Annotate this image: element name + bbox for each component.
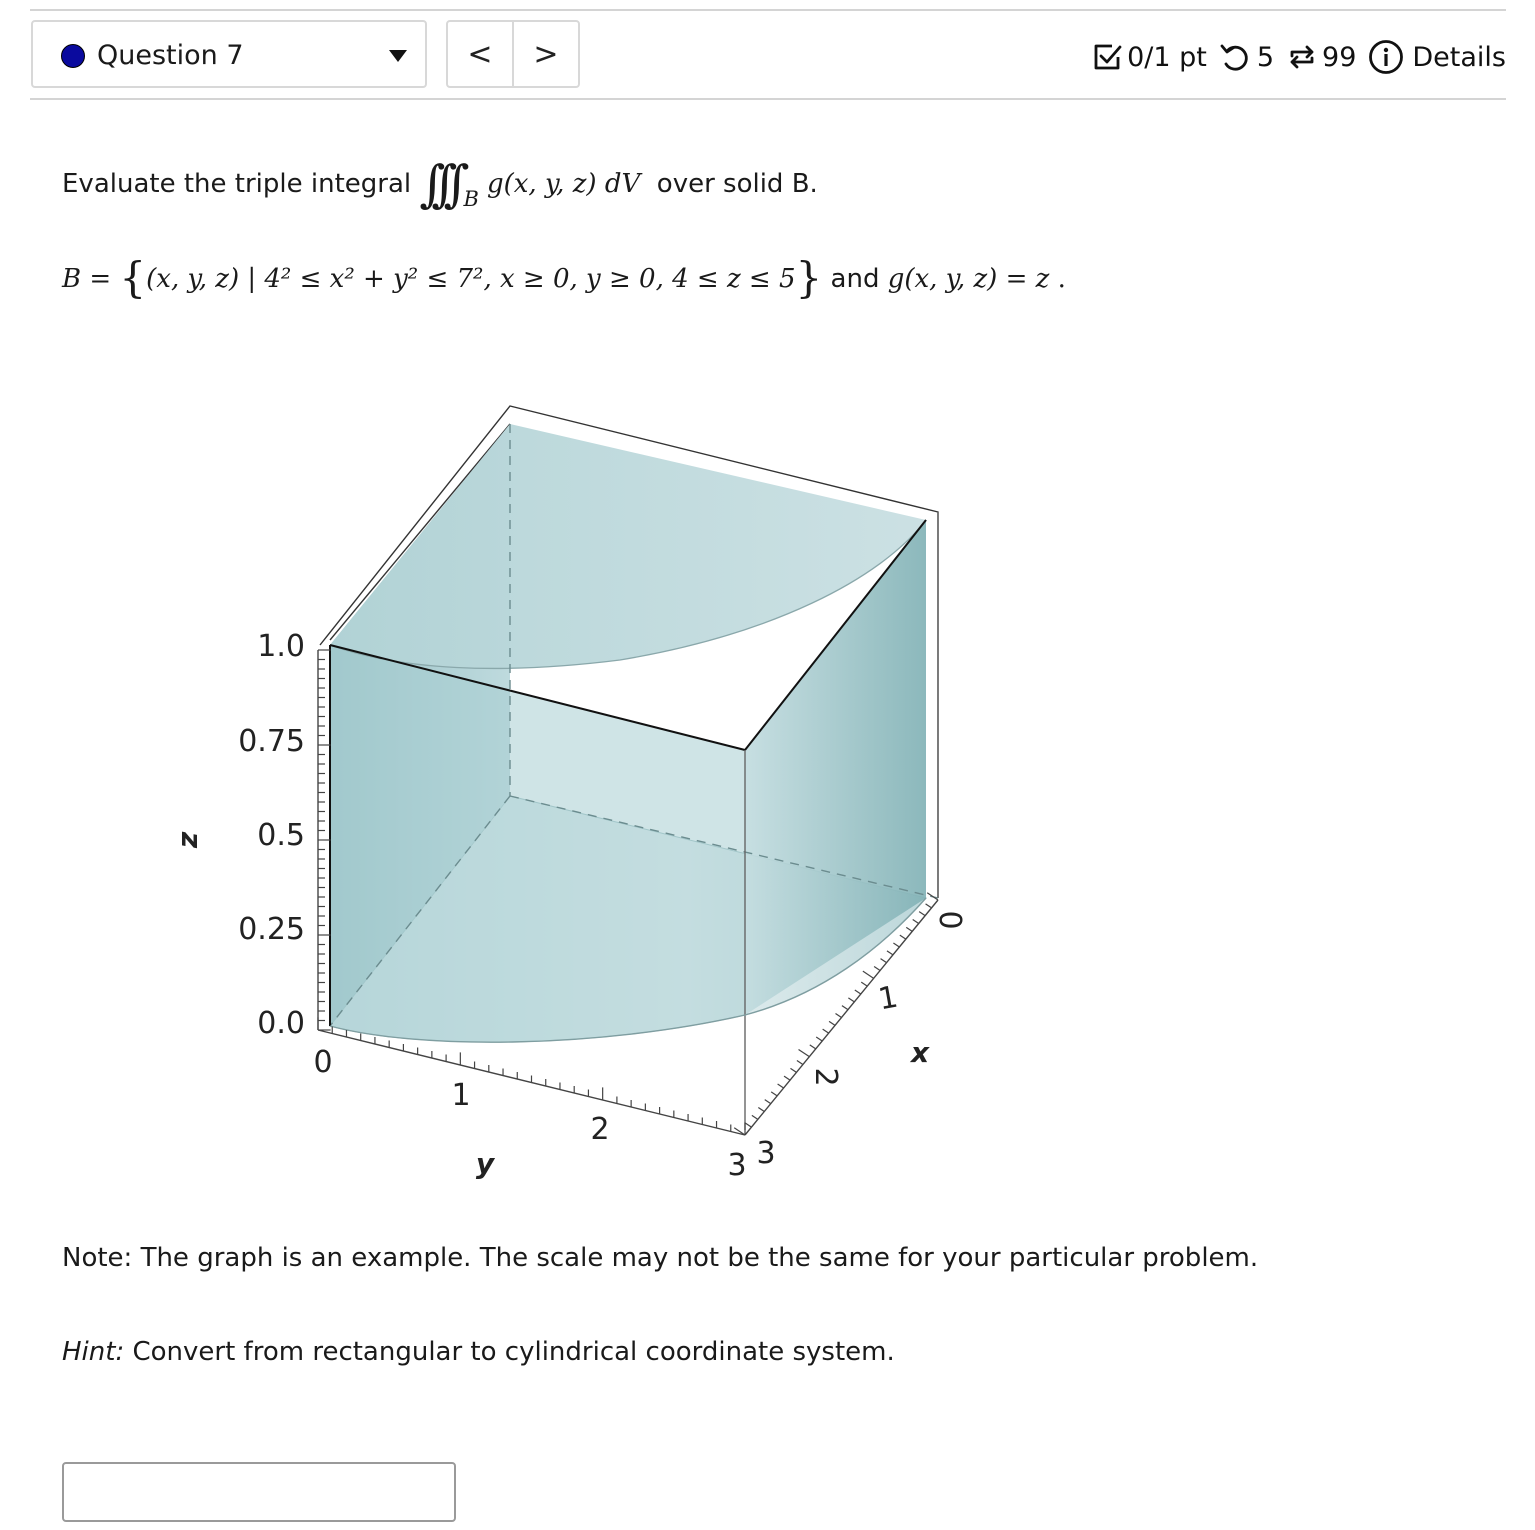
y-tick-2: 2	[590, 1112, 610, 1147]
intro-text: Evaluate the triple integral	[62, 169, 412, 199]
x-axis-tick	[784, 1076, 790, 1080]
submissions-count: 99	[1322, 41, 1357, 73]
x-axis-tick	[765, 1100, 771, 1104]
x-tick-1: 1	[875, 979, 901, 1018]
next-question-button[interactable]: >	[512, 22, 578, 86]
x-axis-tick	[926, 904, 932, 908]
x-axis-tick	[887, 951, 893, 955]
x-axis-tick	[893, 943, 899, 947]
z-tick-05: 0.5	[257, 818, 305, 853]
z-axis-ticks	[318, 650, 331, 1030]
x-axis-tick	[745, 1123, 751, 1127]
z-tick-1: 1.0	[257, 629, 305, 664]
x-axis-tick	[816, 1037, 822, 1041]
note-text: Note: The graph is an example. The scale may not be the same for your particular problem.	[62, 1243, 1259, 1273]
question-label: Question 7	[97, 40, 244, 71]
hint-text	[62, 1336, 895, 1368]
over-text: over solid B.	[656, 169, 818, 199]
x-axis-tick	[836, 1014, 842, 1018]
x-axis-tick	[855, 990, 861, 994]
x-axis-tick	[842, 1006, 848, 1010]
x-tick-3: 3	[756, 1136, 776, 1171]
front-wall-face	[330, 645, 745, 1042]
x-axis-tick	[900, 935, 906, 939]
top-face	[330, 424, 926, 668]
z-tick-025: 0.25	[238, 912, 305, 947]
hint-body: Convert from rectangular to cylindrical coordinate system.	[132, 1337, 895, 1367]
z-tick-0: 0.0	[257, 1006, 305, 1041]
set-definition: B = {(x, y, z) | 4² ≤ x² + y² ≤ 7², x ≥ 0, y ≥ 0, 4 ≤ z ≤ 5} and g(x, y, z) = z .	[62, 253, 1066, 302]
x-axis-tick	[848, 998, 854, 1002]
x-axis-tick	[881, 959, 887, 963]
set-body: (x, y, z) | 4² ≤ x² + y² ≤ 7², x ≥ 0, y ≥ 0, 4 ≤ z ≤ 5	[146, 264, 796, 294]
function-definition: g(x, y, z) = z	[887, 264, 1050, 294]
y-tick-0: 0	[313, 1045, 333, 1080]
x-axis-tick	[778, 1084, 784, 1088]
x-axis-tick	[823, 1029, 829, 1033]
x-axis-tick	[927, 893, 938, 900]
y-axis-label: y	[475, 1147, 495, 1180]
and-text: and	[830, 264, 880, 294]
x-axis-tick	[810, 1045, 816, 1049]
y-tick-3: 3	[727, 1148, 747, 1183]
retries-count: 5	[1256, 41, 1275, 73]
x-axis-tick	[752, 1115, 758, 1119]
x-tick-2: 2	[808, 1067, 843, 1087]
x-axis-tick	[758, 1108, 764, 1112]
z-axis-label: z	[175, 831, 208, 849]
z-tick-075: 0.75	[238, 724, 305, 759]
x-axis-tick	[797, 1061, 803, 1065]
details-label: Details	[1412, 41, 1506, 73]
x-axis-tick	[919, 912, 925, 916]
y-tick-1: 1	[451, 1078, 471, 1113]
x-axis-tick	[829, 1021, 835, 1025]
x-tick-0: 0	[932, 910, 967, 930]
x-axis-tick	[771, 1092, 777, 1096]
triple-integral: ∫∫∫ $_B$ g(x, y, z) dV	[419, 155, 641, 213]
x-axis-tick	[874, 967, 880, 971]
x-axis-tick	[906, 927, 912, 931]
x-axis-tick	[799, 1049, 810, 1056]
x-axis-tick	[861, 982, 867, 986]
x-axis-tick	[863, 971, 874, 978]
prev-question-button[interactable]: <	[467, 36, 493, 72]
answer-input[interactable]	[62, 1462, 456, 1522]
hint-label: Hint:	[62, 1337, 125, 1367]
score-text: 0/1 pt	[1127, 41, 1207, 73]
x-axis-tick	[913, 920, 919, 924]
x-axis-tick	[790, 1068, 796, 1072]
x-axis-label: x	[910, 1036, 930, 1069]
